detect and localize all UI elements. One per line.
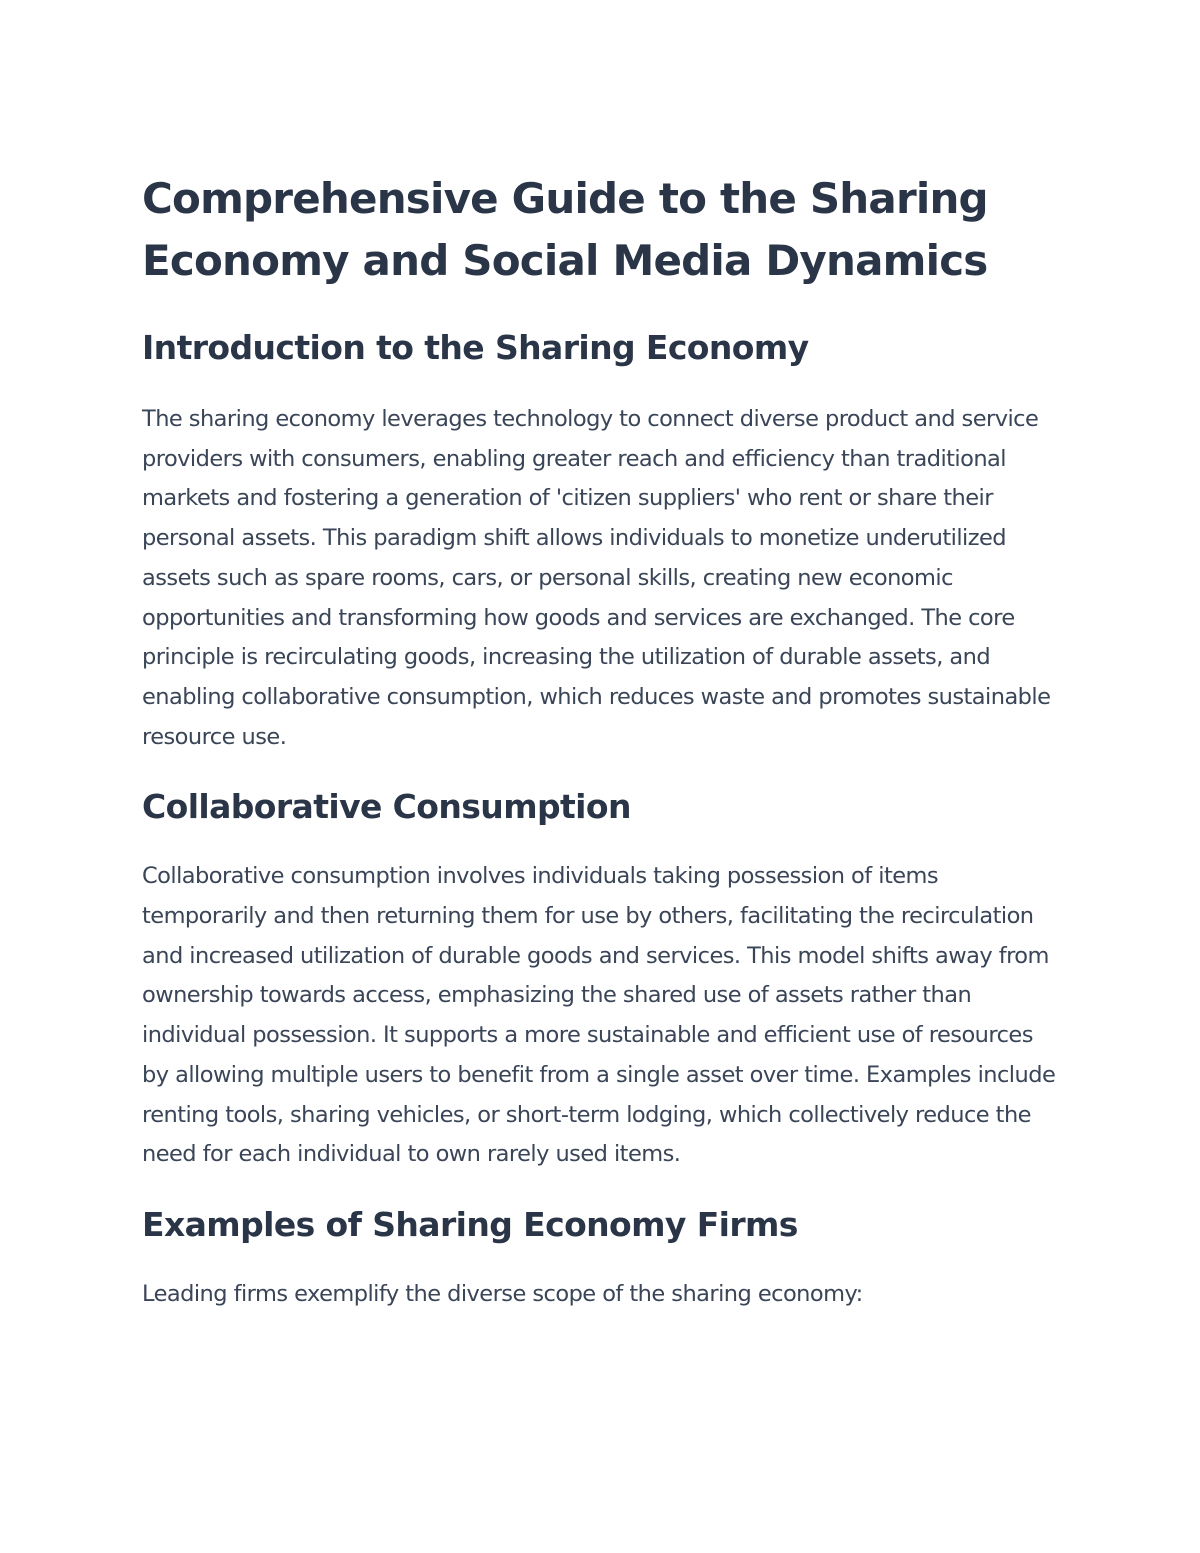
document-title: Comprehensive Guide to the Sharing Economy and Social Media Dynamics (142, 174, 988, 285)
section-body-collaborative-consumption: Collaborative consumption involves individuals taking possession of items temporarily and then returning them for use by others, facilitating the recirculation and increased utilization of durable goods and services. This model shifts away from ownership towards access, emphasizing the shared use of assets rather than individual possession. It supports a more sustainable and efficient use of resources by allowing multiple users to benefit from a single asset over time. Examples include renting tools, sharing vehicles, or short-term lodging, which collectively reduce the need for each individual to own rarely used items. (142, 863, 1056, 1168)
section-body-examples: Leading firms exemplify the diverse scope of the sharing economy: (142, 1280, 863, 1307)
section-body-introduction: The sharing economy leverages technology to connect diverse product and service providers with consumers, enabling greater reach and efficiency than traditional markets and fostering a generation of 'citizen suppliers' who rent or share their personal assets. This paradigm shift allows individuals to monetize underutilized assets such as spare rooms, cars, or personal skills, creating new economic opportunities and transforming how goods and services are exchanged. The core principle is recirculating goods, increasing the utilization of durable assets, and enabling collaborative consumption, which reduces waste and promotes sustainable resource use. (142, 406, 1051, 750)
document-page (142, 168, 1062, 1315)
section-heading-introduction: Introduction to the Sharing Economy (142, 328, 809, 367)
section-heading-collaborative-consumption: Collaborative Consumption (142, 787, 631, 827)
section-heading-examples: Examples of Sharing Economy Firms (142, 1204, 798, 1244)
